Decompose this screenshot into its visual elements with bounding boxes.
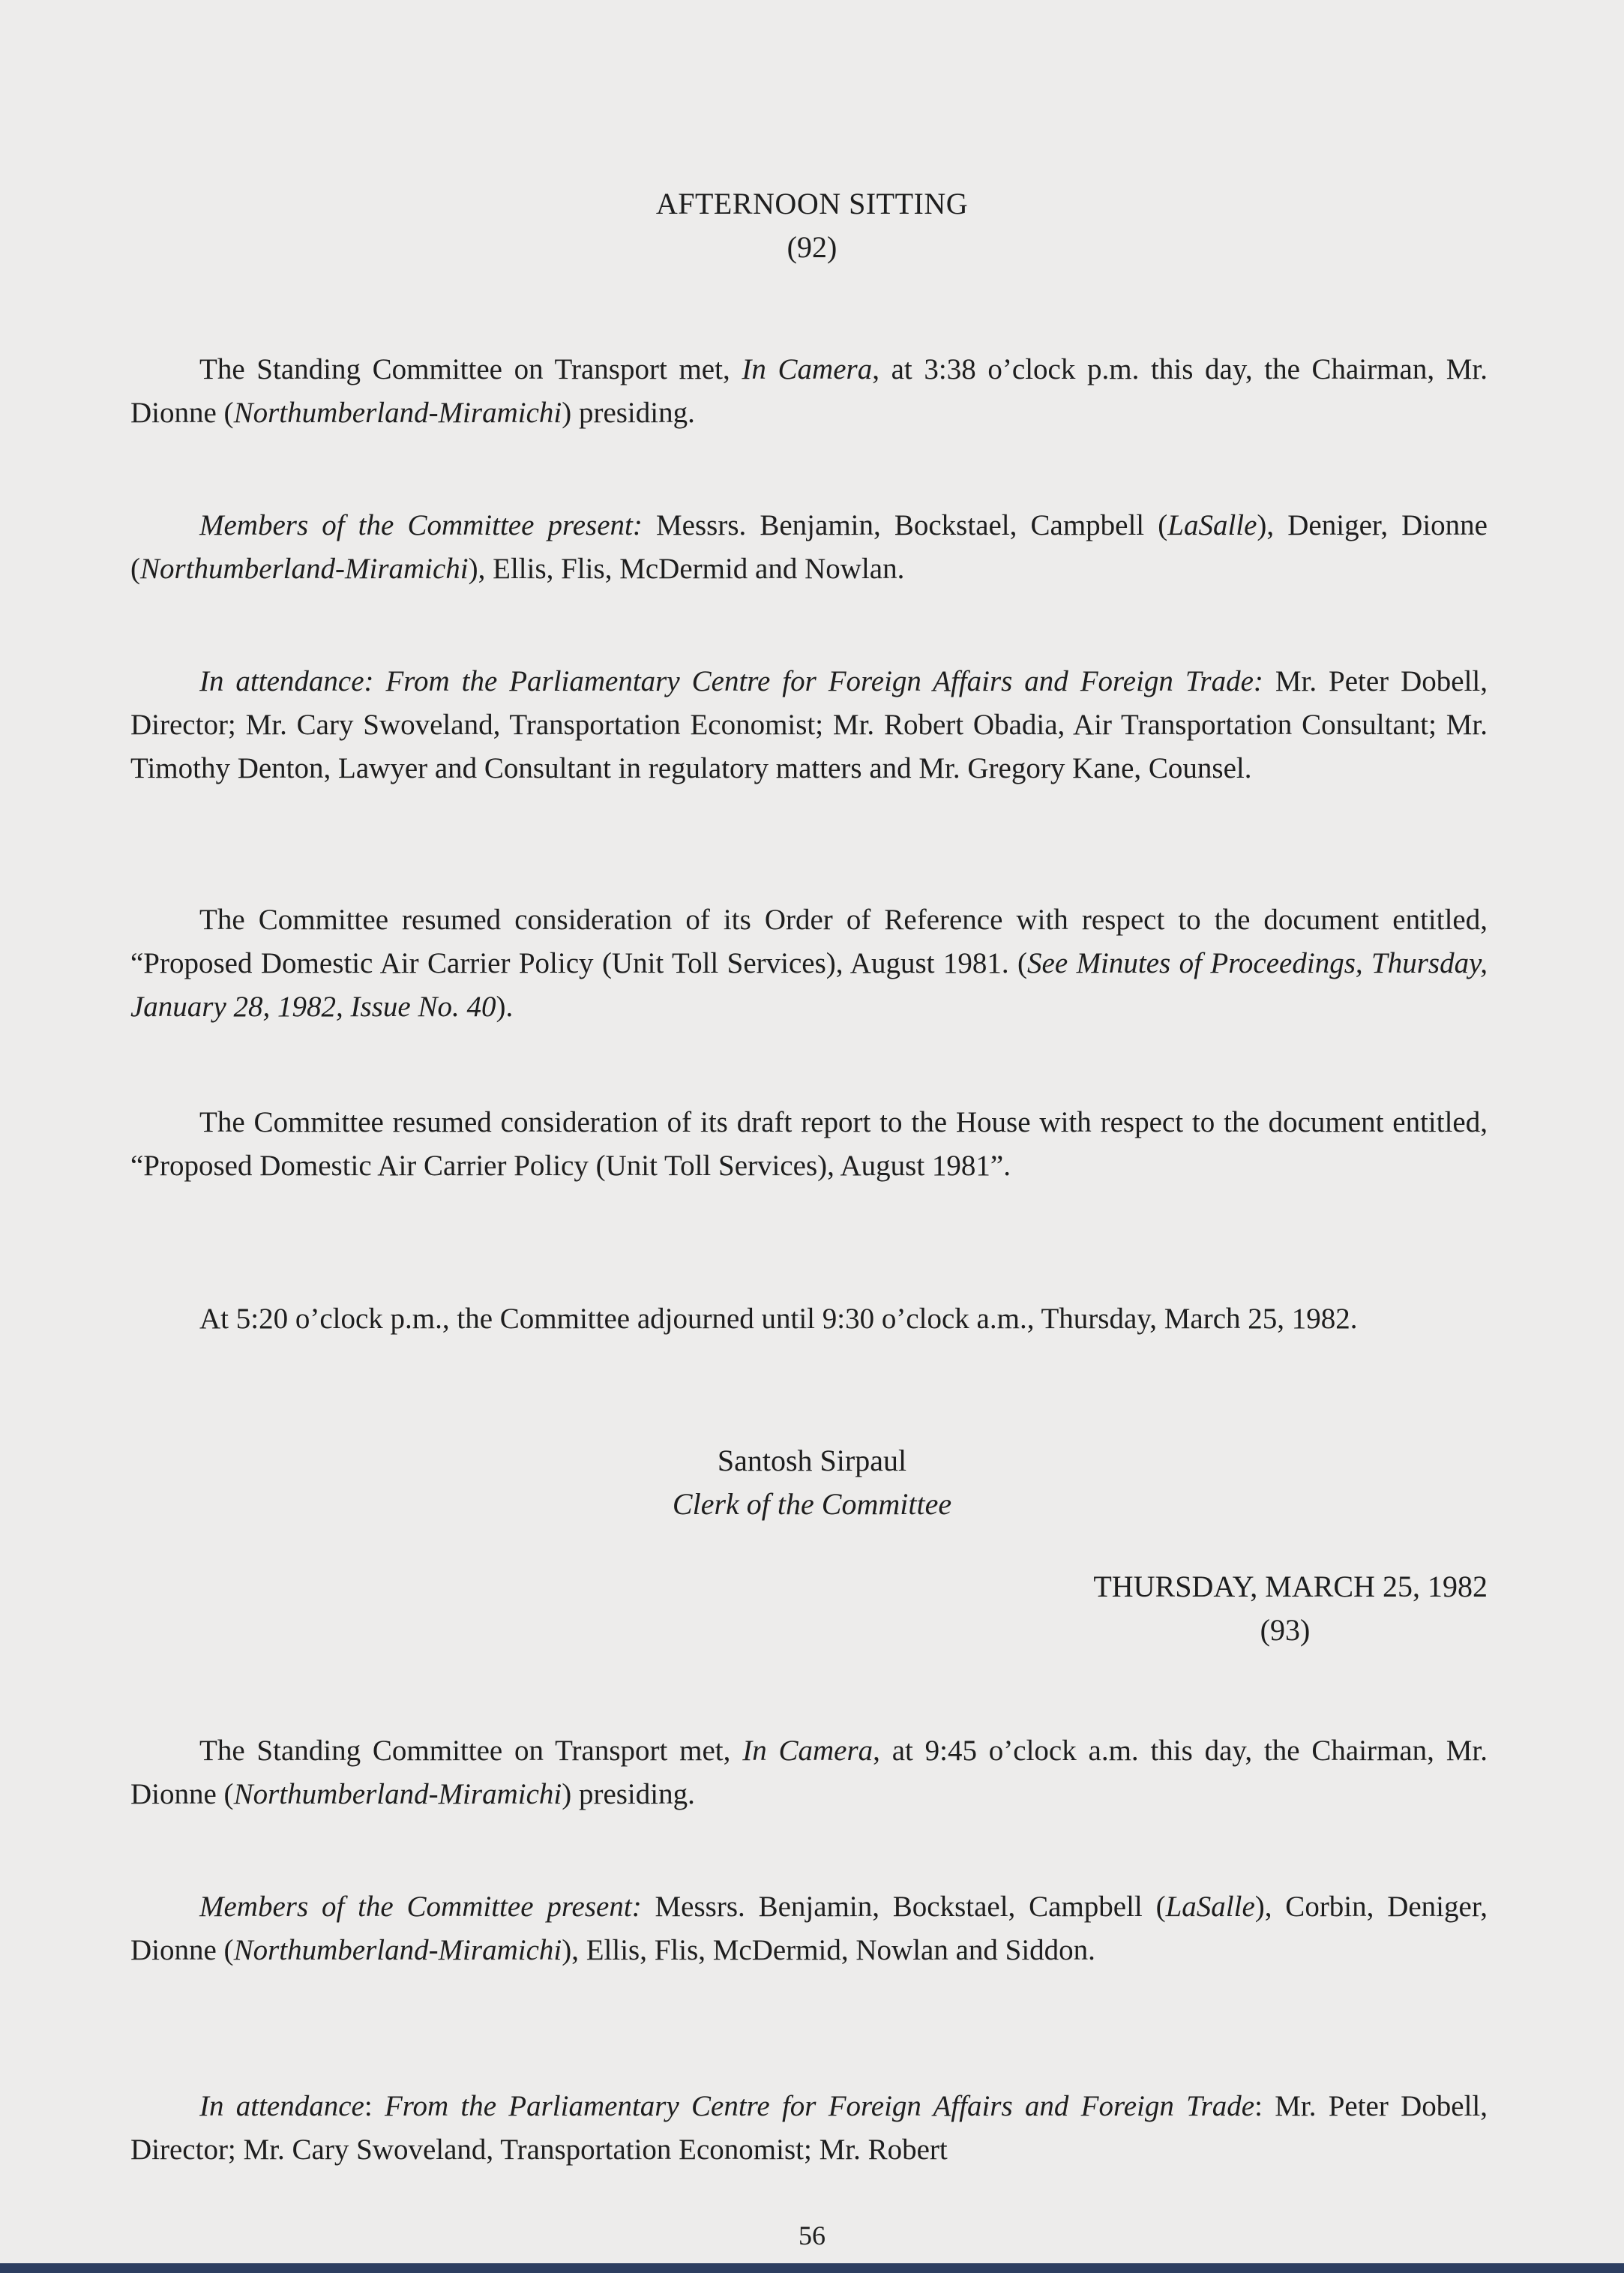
meeting-date-heading: THURSDAY, MARCH 25, 1982	[1093, 1570, 1488, 1603]
text-run: Mr. Peter Dobell, Director; Mr. Cary Swoveland, Transportation Economist; Mr. Robert Obadia, Air Transportation Consultant; Mr. Timothy Denton, Lawyer and Consultant in regulatory matters and Mr. Gregory Kane, Counsel.	[130, 665, 1488, 784]
text-run: ), Ellis, Flis, McDermid and Nowlan.	[468, 553, 905, 585]
paragraph-order-of-reference	[130, 898, 1488, 1029]
italic-run: LaSalle	[1165, 1891, 1255, 1923]
bottom-edge-strip	[0, 2263, 1624, 2273]
paragraph-in-attendance-2	[130, 2085, 1488, 2172]
page-number: 56	[799, 2221, 825, 2251]
paragraph-meeting-opened	[130, 348, 1488, 435]
paragraph-meeting-opened-2	[130, 1729, 1488, 1816]
paragraph-members-present-2	[130, 1885, 1488, 1972]
text-run: Messrs. Benjamin, Bockstael, Campbell (	[642, 509, 1168, 541]
text-run: ), Ellis, Flis, McDermid, Nowlan and Siddon.	[562, 1934, 1095, 1966]
text-run: ), Corbin, Deniger, Dionne (	[130, 1891, 1488, 1966]
text-run: The Standing Committee on Transport met,	[199, 353, 742, 385]
italic-run: In Camera	[742, 353, 873, 385]
italic-run: Northumberland-Miramichi	[233, 397, 562, 429]
text-run: :	[364, 2090, 385, 2122]
italic-run: In attendance: From the Parliamentary Centre for Foreign Affairs and Foreign Trade:	[199, 665, 1263, 697]
text-run: , at 3:38 o’clock p.m. this day, the Chairman, Mr. Dionne (	[130, 353, 1488, 429]
text-run: , at 9:45 o’clock a.m. this day, the Chairman, Mr. Dionne (	[130, 1735, 1488, 1810]
paragraph-draft-report	[130, 1101, 1488, 1188]
italic-run: In attendance	[199, 2090, 364, 2122]
paragraph-members-present	[130, 504, 1488, 591]
italic-run: Northumberland-Miramichi	[233, 1778, 562, 1810]
italic-run: In Camera	[742, 1735, 873, 1767]
italic-run: From the Parliamentary Centre for Foreign Affairs and Foreign Trade	[384, 2090, 1255, 2122]
italic-run: See Minutes of Proceedings, Thursday, January 28, 1982, Issue No. 40	[130, 947, 1488, 1023]
sitting-heading: AFTERNOON SITTING	[655, 187, 969, 220]
text-run: At 5:20 o’clock p.m., the Committee adjourned until 9:30 o’clock a.m., Thursday, March 25, 1982.	[199, 1303, 1358, 1335]
clerk-name: Santosh Sirpaul	[717, 1444, 907, 1477]
italic-run: Members of the Committee present:	[199, 1891, 642, 1923]
text-run: The Committee resumed consideration of its draft report to the House with respect to the document entitled, “Proposed Domestic Air Carrier Policy (Unit Toll Services), August 1981”.	[130, 1106, 1488, 1182]
italic-run: Northumberland-Miramichi	[140, 553, 469, 585]
text-run: The Standing Committee on Transport met,	[199, 1735, 743, 1767]
paragraph-in-attendance	[130, 660, 1488, 790]
text-run: The Committee resumed consideration of its Order of Reference with respect to the document entitled, “Proposed Domestic Air Carrier Policy (Unit Toll Services), August 1981. (	[130, 904, 1488, 979]
italic-run: Members of the Committee present:	[199, 509, 643, 541]
text-run: ).	[496, 991, 514, 1023]
text-run: : Mr. Peter Dobell, Director; Mr. Cary Swoveland, Transportation Economist; Mr. Robert	[130, 2090, 1488, 2166]
italic-run: Northumberland-Miramichi	[233, 1934, 562, 1966]
text-run: ) presiding.	[562, 397, 695, 429]
sitting-number: (92)	[787, 230, 837, 264]
meeting-number: (93)	[1260, 1613, 1311, 1647]
clerk-title: Clerk of the Committee	[672, 1487, 952, 1521]
text-run: Messrs. Benjamin, Bockstael, Campbell (	[641, 1891, 1166, 1923]
text-run: ), Deniger, Dionne (	[130, 509, 1488, 585]
text-run: ) presiding.	[562, 1778, 695, 1810]
paragraph-adjournment	[130, 1297, 1488, 1341]
italic-run: LaSalle	[1167, 509, 1257, 541]
